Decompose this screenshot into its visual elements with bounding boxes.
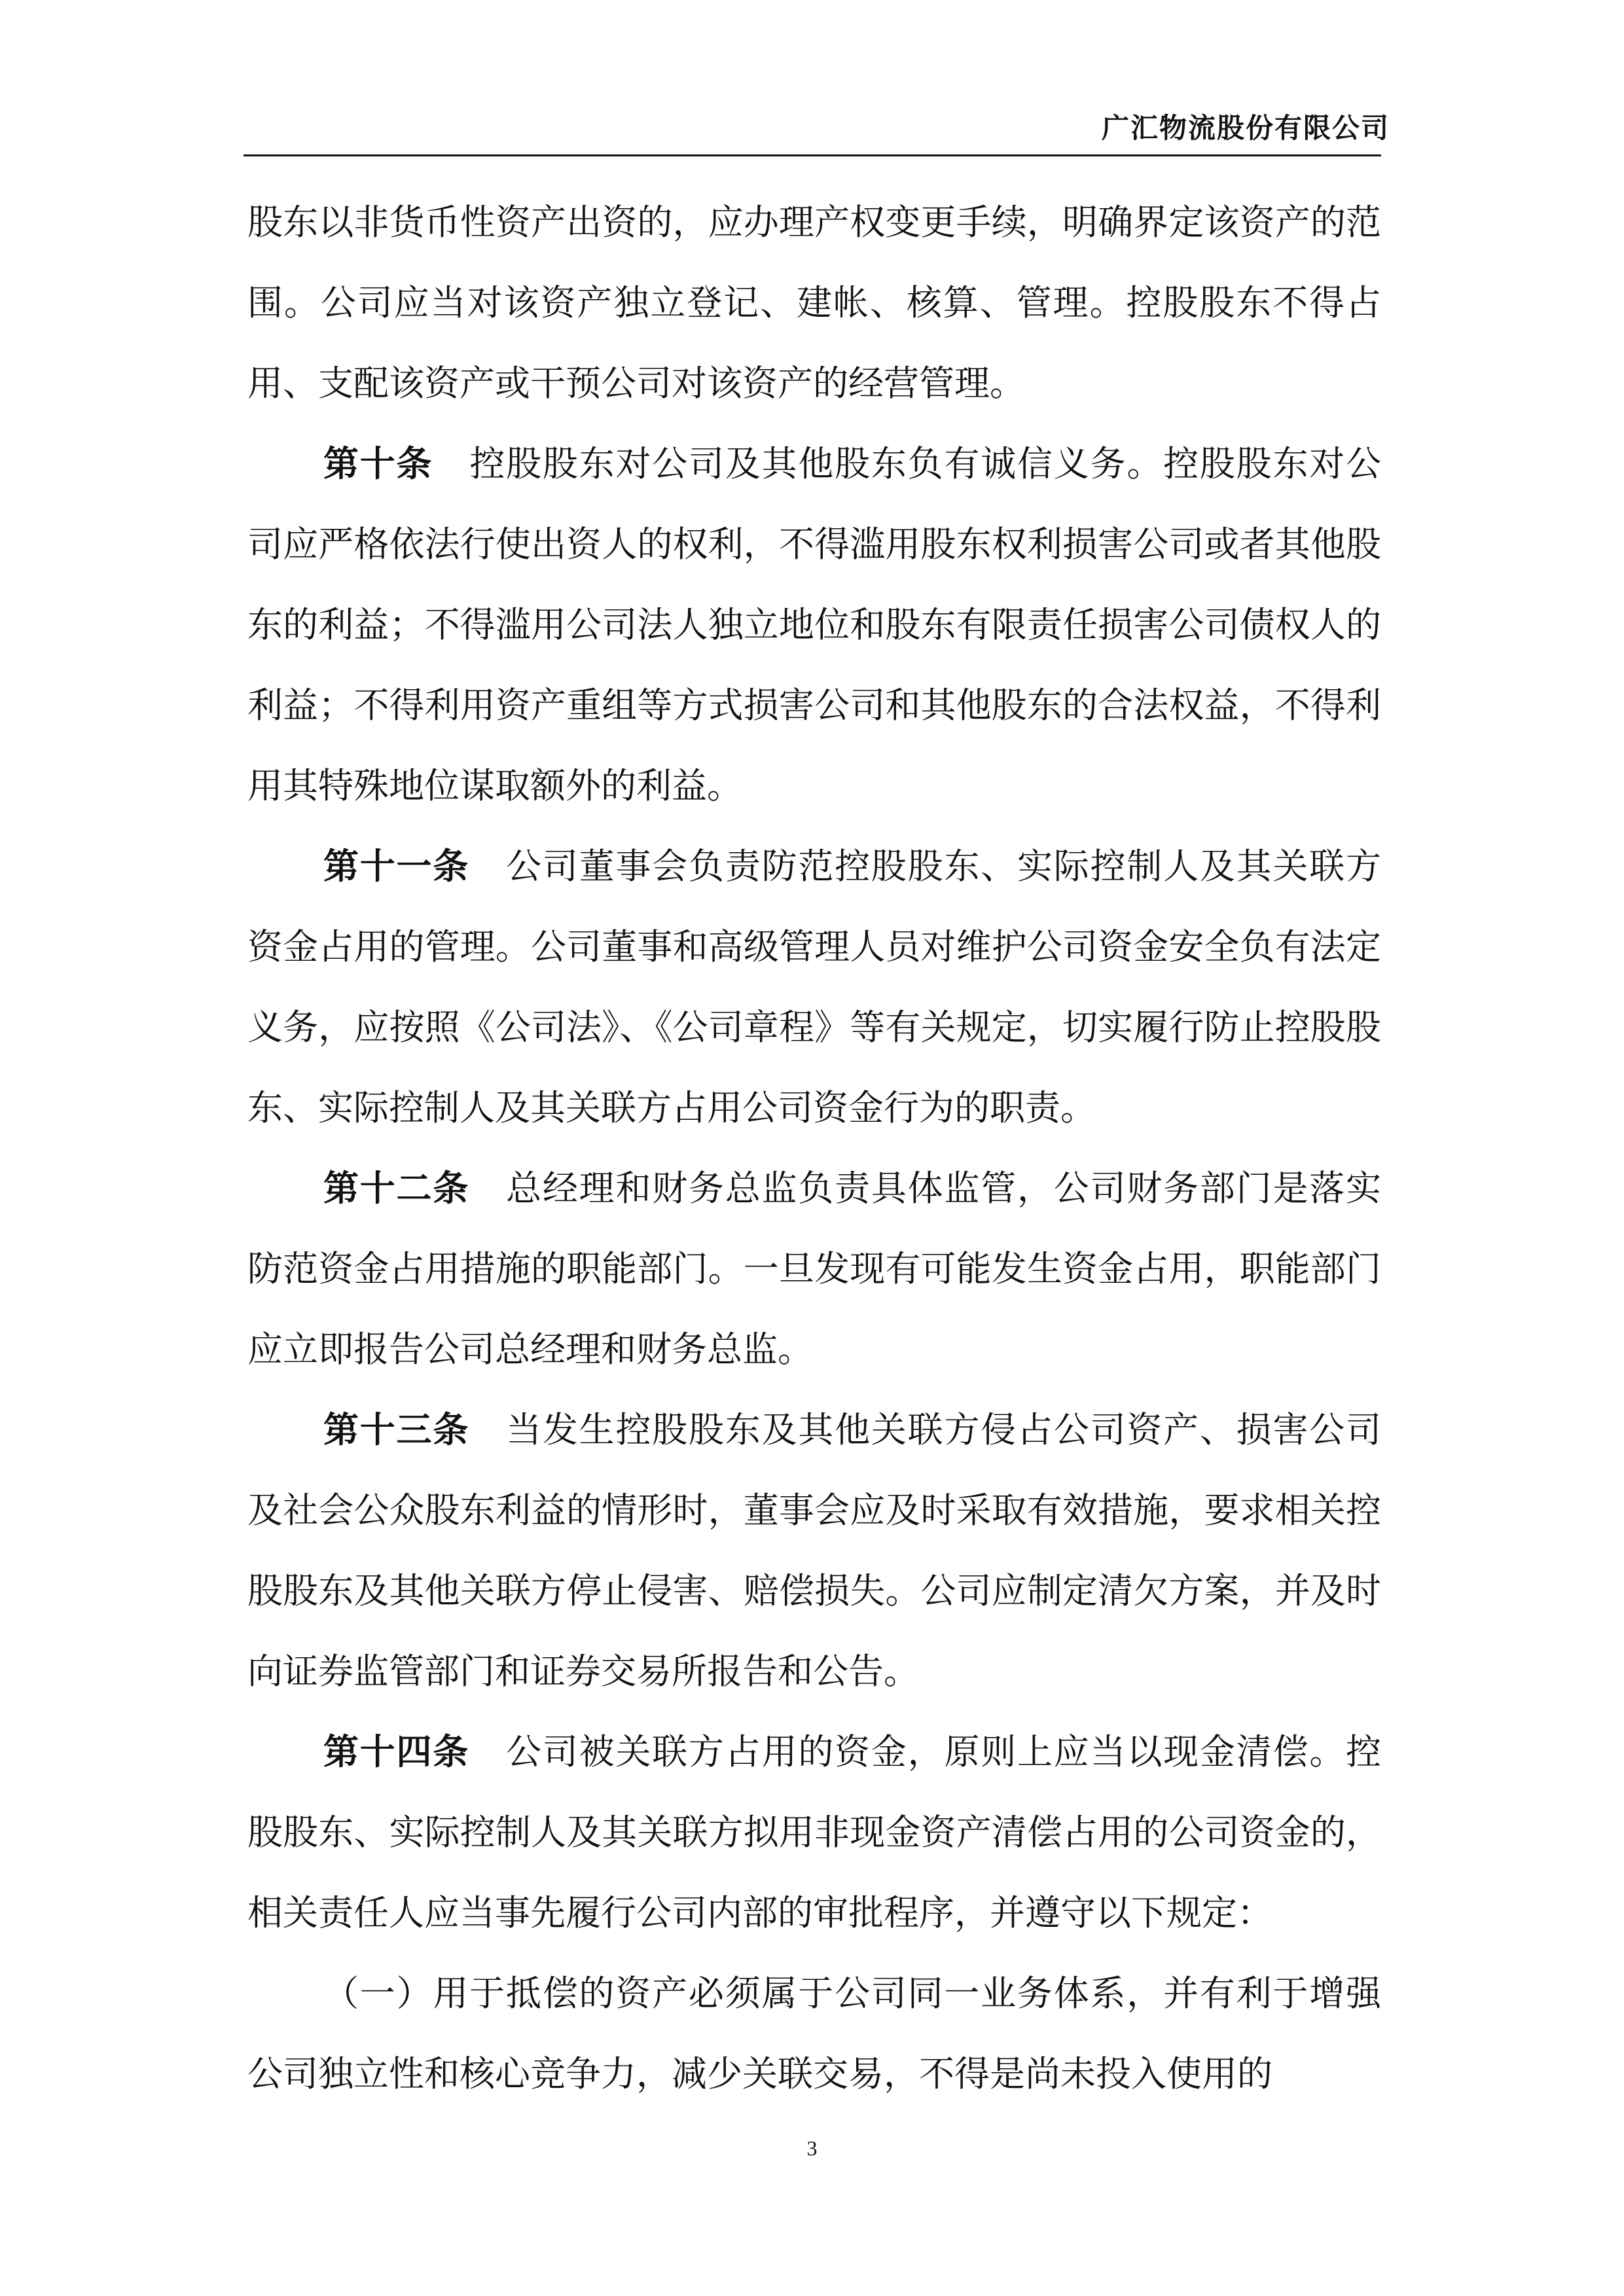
article-text: 公司被关联方占用的资金，原则上应当以现金清偿。控股股东、实际控制人及其关联方拟用非现金资产清偿占用的公司资金的，相关责任人应当事先履行公司内部的审批程序，并遵守以下规定： [247, 1731, 1382, 1933]
article-number: 第十一条 [323, 846, 470, 887]
document-body [247, 182, 1381, 2114]
article-text: 总经理和财务总监负责具体监管，公司财务部门是落实防范资金占用措施的职能部门。一旦发现有可能发生资金占用，职能部门应立即报告公司总经理和财务总监。 [247, 1168, 1382, 1370]
header-company-name: 广汇物流股份有限公司 [1101, 112, 1390, 144]
article-13 [247, 1390, 1381, 1712]
article-10 [247, 423, 1381, 826]
article-text: 当发生控股股东及其他关联方侵占公司资产、损害公司及社会公众股东利益的情形时，董事会应及时采取有效措施，要求相关控股股东及其他关联方停止侵害、赔偿损失。公司应制定清欠方案，并及时向证券监管部门和证券交易所报告和公告。 [247, 1409, 1382, 1692]
article-12 [247, 1148, 1381, 1390]
article-11 [247, 826, 1381, 1148]
article-number: 第十二条 [323, 1168, 470, 1209]
article-number: 第十四条 [323, 1731, 470, 1772]
clause-1: （一）用于抵偿的资产必须属于公司同一业务体系，并有利于增强公司独立性和核心竞争力，减少关联交易，不得是尚未投入使用的 [247, 1973, 1381, 2094]
article-text: 公司董事会负责防范控股股东、实际控制人及其关联方资金占用的管理。公司董事和高级管理人员对维护公司资金安全负有法定义务，应按照《公司法》、《公司章程》等有关规定，切实履行防止控股股东、实际控制人及其关联方占用公司资金行为的职责。 [247, 846, 1382, 1128]
article-text: 控股股东对公司及其他股东负有诚信义务。控股股东对公司应严格依法行使出资人的权利，不得滥用股东权利损害公司或者其他股东的利益；不得滥用公司法人独立地位和股东有限责任损害公司债权人的利益；不得利用资产重组等方式损害公司和其他股东的合法权益，不得利用其特殊地位谋取额外的利益。 [247, 443, 1382, 806]
article-14 [247, 1712, 1381, 1953]
article-number: 第十条 [323, 443, 433, 484]
paragraph-continued: 股东以非货币性资产出资的，应办理产权变更手续，明确界定该资产的范围。公司应当对该资产独立登记、建帐、核算、管理。控股股东不得占用、支配该资产或干预公司对该资产的经营管理。 [247, 202, 1381, 404]
article-number: 第十三条 [323, 1409, 470, 1450]
page-number: 3 [806, 2136, 818, 2160]
header-divider [244, 154, 1381, 156]
